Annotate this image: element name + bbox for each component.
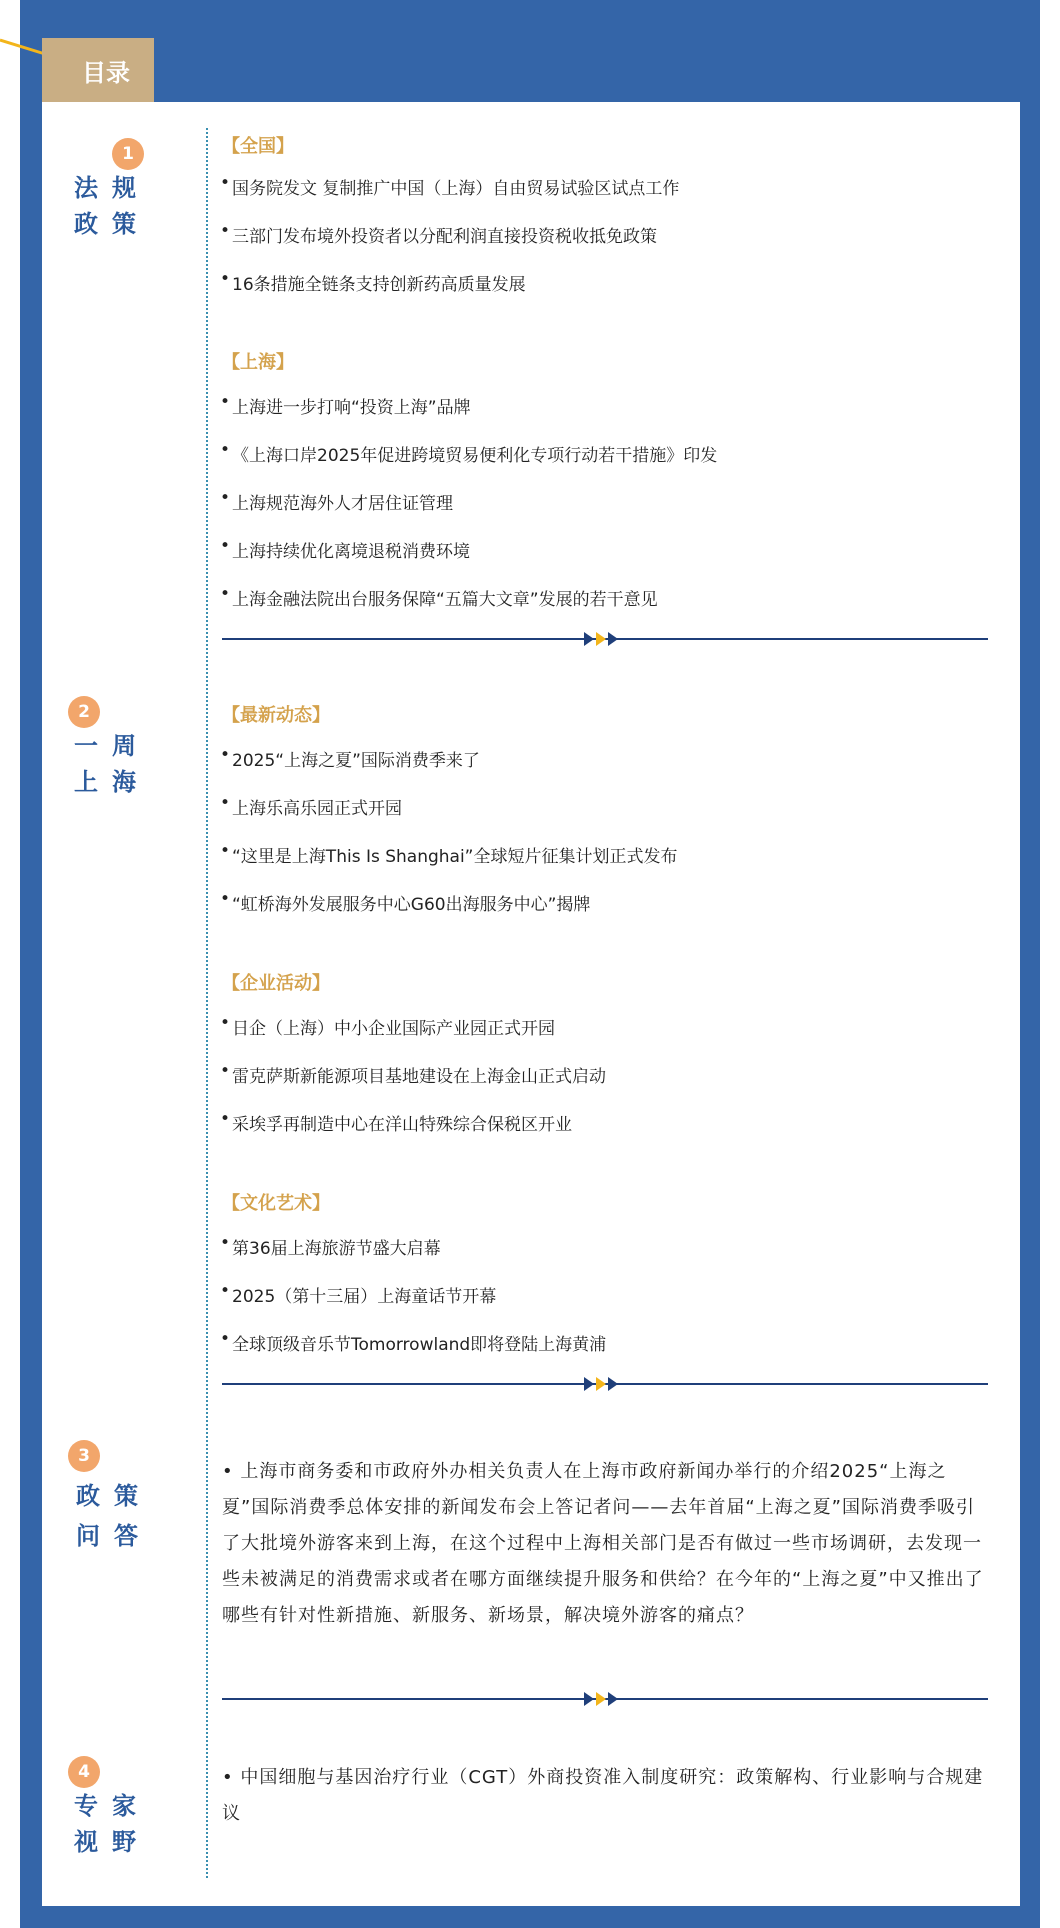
category-national: 【全国】: [222, 136, 294, 157]
section-3-title[interactable]: [76, 1476, 166, 1556]
list-item[interactable]: • 采埃孚再制造中心在洋山特殊综合保税区开业: [232, 1110, 572, 1135]
section-3-badge: 3: [68, 1440, 100, 1472]
catalog-tab-label: 目录: [82, 58, 130, 87]
section-2-title-line2: 上海: [74, 768, 150, 796]
section-1-title-line2: 政策: [74, 210, 150, 238]
list-item[interactable]: • 2025（第十三届）上海童话节开幕: [232, 1282, 496, 1307]
category-enterprise-activities: 【企业活动】: [222, 973, 330, 994]
list-item[interactable]: • 上海金融法院出台服务保障“五篇大文章”发展的若干意见: [232, 585, 658, 610]
section-4-title-line1: 专家: [74, 1792, 150, 1820]
section-1-badge: 1: [112, 138, 144, 170]
section-1-title[interactable]: [74, 170, 164, 242]
content-panel: [42, 102, 1020, 1906]
qa-paragraph[interactable]: • 上海市商务委和市政府外办相关负责人在上海市政府新闻办举行的介绍2025“上海之夏”国际消费季总体安排的新闻发布会上答记者问——去年首届“上海之夏”国际消费季吸引了大批境外游客来到上海，在这个过程中上海相关部门是否有做过一些市场调研，去发现一些未被满足的消费需求或者在哪方面继续提升服务和供给？在今年的“上海之夏”中又推出了哪些有针对性新措施、新服务、新场景，解决境外游客的痛点？: [222, 1461, 984, 1626]
list-item[interactable]: • “虹桥海外发展服务中心G60出海服务中心”揭牌: [232, 890, 590, 915]
category-culture-arts: 【文化艺术】: [222, 1193, 330, 1214]
section-1-title-line1: 法规: [74, 174, 150, 202]
list-item[interactable]: • 上海规范海外人才居住证管理: [232, 489, 453, 514]
list-item[interactable]: • 三部门发布境外投资者以分配利润直接投资税收抵免政策: [232, 222, 657, 247]
list-item[interactable]: • 2025“上海之夏”国际消费季来了: [232, 746, 480, 771]
section-4-title[interactable]: [74, 1788, 164, 1860]
list-item[interactable]: • 上海乐高乐园正式开园: [232, 794, 402, 819]
category-latest-news: 【最新动态】: [222, 705, 330, 726]
list-item[interactable]: • 上海持续优化离境退税消费环境: [232, 537, 470, 562]
list-item[interactable]: • 第36届上海旅游节盛大启幕: [232, 1234, 441, 1259]
category-shanghai: 【上海】: [222, 352, 294, 373]
list-item[interactable]: • “这里是上海This Is Shanghai”全球短片征集计划正式发布: [232, 842, 678, 867]
section-separator: [222, 629, 988, 649]
list-item[interactable]: • 全球顶级音乐节Tomorrowland即将登陆上海黄浦: [232, 1330, 606, 1355]
section-3-title-line2: 问答: [76, 1522, 152, 1550]
list-item[interactable]: • 日企（上海）中小企业国际产业园正式开园: [232, 1014, 555, 1039]
vertical-dotted-divider: [206, 128, 208, 1878]
list-item[interactable]: • 雷克萨斯新能源项目基地建设在上海金山正式启动: [232, 1062, 606, 1087]
catalog-tab: [42, 38, 154, 102]
section-2-title[interactable]: [74, 728, 164, 800]
list-item[interactable]: • 16条措施全链条支持创新药高质量发展: [232, 270, 526, 295]
section-separator: [222, 1374, 988, 1394]
list-item[interactable]: • 《上海口岸2025年促进跨境贸易便利化专项行动若干措施》印发: [232, 441, 717, 466]
list-item[interactable]: • 上海进一步打响“投资上海”品牌: [232, 393, 471, 418]
section-2-badge: 2: [68, 696, 100, 728]
section-3-title-line1: 政策: [76, 1482, 152, 1510]
section-4-badge: 4: [68, 1756, 100, 1788]
section-4-title-line2: 视野: [74, 1828, 150, 1856]
expert-paragraph[interactable]: • 中国细胞与基因治疗行业（CGT）外商投资准入制度研究：政策解构、行业影响与合规建议: [222, 1767, 984, 1824]
section-separator: [222, 1689, 988, 1709]
list-item[interactable]: • 国务院发文 复制推广中国（上海）自由贸易试验区试点工作: [232, 174, 679, 199]
section-2-title-line1: 一周: [74, 732, 150, 760]
